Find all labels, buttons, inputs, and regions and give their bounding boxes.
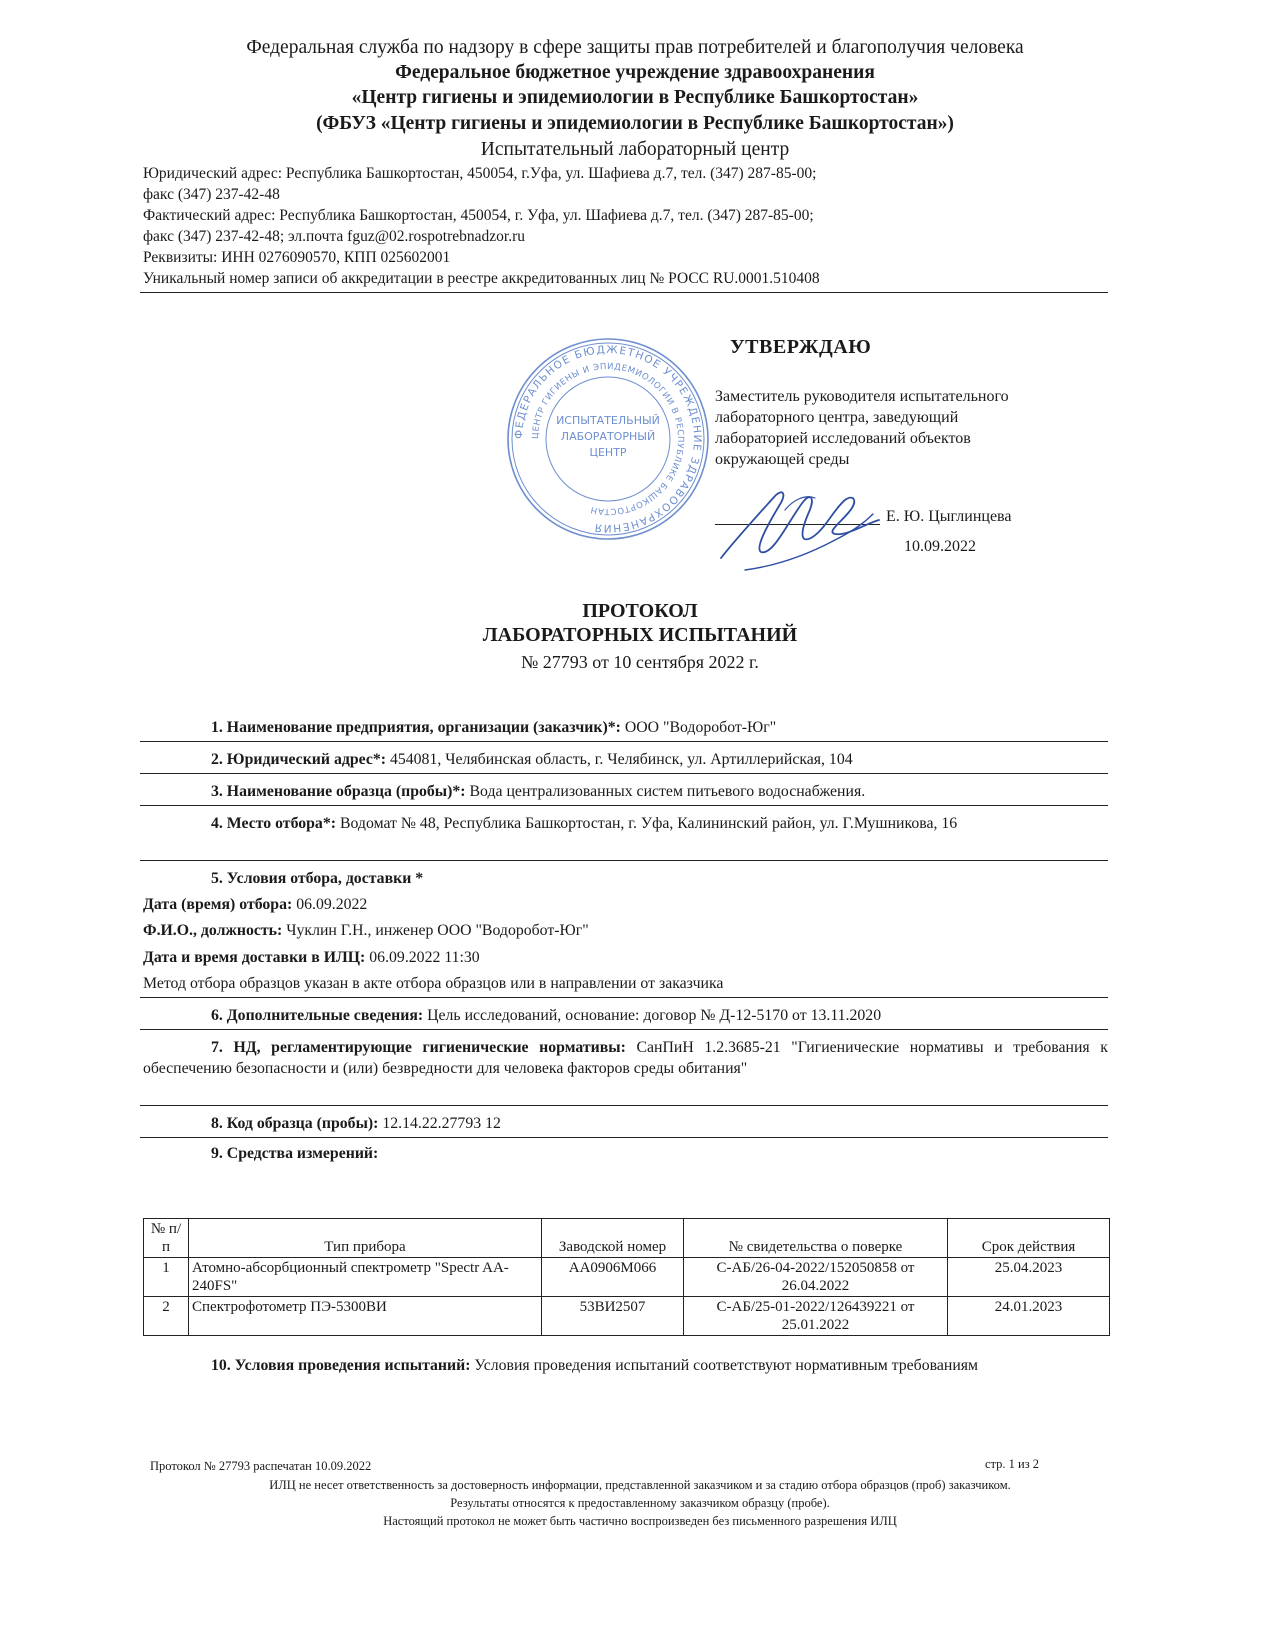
- approver-position-line: Заместитель руководителя испытательного: [715, 388, 1009, 405]
- section-label: 6. Дополнительные сведения:: [211, 1007, 424, 1024]
- protocol-number: № 27793 от 10 сентября 2022 г.: [521, 652, 759, 672]
- actual-address: Фактический адрес: Республика Башкортостан, 450054, г. Уфа, ул. Шафиева д.7, тел. (347) 287-85-00;: [143, 207, 814, 224]
- sampling-date-label: Дата (время) отбора:: [143, 896, 293, 913]
- cell-number: 1: [144, 1258, 189, 1297]
- cell-type: Атомно-абсорбционный спектрометр "Spectr AA-240FS": [189, 1258, 542, 1297]
- column-header-validity: Срок действия: [948, 1219, 1110, 1258]
- cell-certificate: С-АБ/25-01-2022/126439221 от 25.01.2022: [684, 1297, 948, 1336]
- section-divider: [140, 805, 1108, 806]
- section-divider: [140, 860, 1108, 861]
- section-sample-name: [143, 781, 1108, 802]
- sampling-date-value: 06.09.2022: [292, 896, 368, 913]
- section-label: 4. Место отбора*:: [211, 815, 336, 832]
- table-row: [144, 1258, 1110, 1297]
- footer-reproduction-note: Настоящий протокол не может быть частично воспроизведен без письменного разрешения ИЛЦ: [383, 1514, 897, 1528]
- footer-printed: Протокол № 27793 распечатан 10.09.2022: [150, 1459, 372, 1473]
- cell-certificate: С-АБ/26-04-2022/152050858 от 26.04.2022: [684, 1258, 948, 1297]
- section-divider: [140, 741, 1108, 742]
- column-header-certificate: № свидетельства о поверке: [684, 1219, 948, 1258]
- section-test-conditions: [143, 1355, 1108, 1376]
- institution-short-name: (ФБУЗ «Центр гигиены и эпидемиологии в Республике Башкортостан»): [316, 113, 954, 134]
- section-sample-code: [143, 1113, 1108, 1134]
- lab-center-name: Испытательный лабораторный центр: [480, 139, 790, 160]
- lab-stamp: [505, 336, 711, 542]
- table-header-row: [144, 1219, 1110, 1258]
- section-divider: [140, 1137, 1108, 1138]
- section-sampling-conditions: [143, 868, 1108, 889]
- section-normative-docs: [143, 1037, 1108, 1079]
- stamp-center-line-3: ЦЕНТР: [589, 446, 627, 459]
- delivery-row: [143, 947, 1108, 968]
- accreditation-number: Уникальный номер записи об аккредитации в реестре аккредитованных лиц № РОСС RU.0001.510408: [143, 270, 820, 287]
- section-label: 8. Код образца (пробы):: [211, 1115, 379, 1132]
- approver-position-line: лабораторией исследований объектов: [715, 430, 971, 447]
- section-label: 2. Юридический адрес*:: [211, 751, 386, 768]
- column-header-number: № п/п: [144, 1219, 189, 1258]
- approver-position: [715, 386, 1085, 470]
- instruments-table: [143, 1218, 1110, 1336]
- stamp-center-line-2: ЛАБОРАТОРНЫЙ: [560, 430, 656, 443]
- section-legal-address: [143, 749, 1108, 770]
- column-header-serial: Заводской номер: [542, 1219, 684, 1258]
- approval-date: 10.09.2022: [904, 538, 976, 555]
- approver-name: Е. Ю. Цыглинцева: [886, 508, 1012, 525]
- approver-position-line: окружающей среды: [715, 451, 850, 468]
- section-divider: [140, 1105, 1108, 1106]
- section-divider: [140, 773, 1108, 774]
- section-value: Условия проведения испытаний соответствуют нормативным требованиям: [470, 1357, 979, 1374]
- section-additional-info: [143, 1005, 1108, 1026]
- approval-title: УТВЕРЖДАЮ: [730, 336, 872, 358]
- cell-type: Спектрофотометр ПЭ-5300ВИ: [189, 1297, 542, 1336]
- institution-name: «Центр гигиены и эпидемиологии в Республике Башкортостан»: [351, 87, 919, 108]
- section-value: Цель исследований, основание: договор № Д-12-5170 от 13.11.2020: [423, 1007, 882, 1024]
- agency-name: Федеральная служба по надзору в сфере защиты прав потребителей и благополучия человека: [246, 37, 1024, 58]
- section-label: 10. Условия проведения испытаний:: [211, 1357, 471, 1374]
- section-sampling-place: [143, 813, 1108, 834]
- approver-position-line: лабораторного центра, заведующий: [715, 409, 959, 426]
- protocol-subtitle: ЛАБОРАТОРНЫХ ИСПЫТАНИЙ: [482, 624, 798, 646]
- section-label: 3. Наименование образца (пробы)*:: [211, 783, 466, 800]
- cell-validity: 25.04.2023: [948, 1258, 1110, 1297]
- section-value: 454081, Челябинская область, г. Челябинск, ул. Артиллерийская, 104: [386, 751, 853, 768]
- actual-fax-email: факс (347) 237-42-48; эл.почта fguz@02.rospotrebnadzor.ru: [143, 228, 525, 245]
- stamp-center-line-1: ИСПЫТАТЕЛЬНЫЙ: [556, 414, 660, 427]
- cell-number: 2: [144, 1297, 189, 1336]
- header-divider: [140, 292, 1108, 293]
- column-header-type: Тип прибора: [189, 1219, 542, 1258]
- sampler-row: [143, 920, 1108, 941]
- section-value: Водомат № 48, Республика Башкортостан, г. Уфа, Калининский район, ул. Г.Мушникова, 16: [336, 815, 958, 832]
- sampler-label: Ф.И.О., должность:: [143, 922, 283, 939]
- section-label: 7. НД, регламентирующие гигиенические нормативы:: [211, 1039, 626, 1056]
- cell-serial: 53ВИ2507: [542, 1297, 684, 1336]
- delivery-label: Дата и время доставки в ИЛЦ:: [143, 949, 366, 966]
- delivery-value: 06.09.2022 11:30: [365, 949, 480, 966]
- stamp-inner-text: ЦЕНТР ГИГИЕНЫ И ЭПИДЕМИОЛОГИИ В РЕСПУБЛИКЕ БАШКОРТОСТАН: [530, 361, 686, 517]
- section-label: 1. Наименование предприятия, организации (заказчик)*:: [211, 719, 621, 736]
- section-divider: [140, 997, 1108, 998]
- institution-type: Федеральное бюджетное учреждение здравоохранения: [395, 62, 875, 83]
- section-value: ООО "Водоробот-Юг": [620, 719, 777, 736]
- section-instruments: [143, 1143, 1108, 1164]
- handwritten-signature: [715, 470, 890, 580]
- footer-results-note: Результаты относятся к предоставленному заказчиком образцу (пробе).: [450, 1496, 830, 1510]
- section-value: Вода централизованных систем питьевого водоснабжения.: [465, 783, 866, 800]
- footer-disclaimer: ИЛЦ не несет ответственность за достоверность информации, представленной заказчиком и за стадию отбора образцов (проб) заказчиком.: [269, 1478, 1011, 1492]
- sampler-value: Чуклин Г.Н., инженер ООО "Водоробот-Юг": [282, 922, 589, 939]
- stamp-outer-text: ФЕДЕРАЛЬНОЕ БЮДЖЕТНОЕ УЧРЕЖДЕНИЕ ЗДРАВООХРАНЕНИЯ: [512, 343, 704, 535]
- section-divider: [140, 1029, 1108, 1030]
- legal-fax: факс (347) 237-42-48: [143, 186, 280, 203]
- footer-page-number: стр. 1 из 2: [985, 1457, 1040, 1471]
- requisites: Реквизиты: ИНН 0276090570, КПП 025602001: [143, 249, 451, 266]
- section-label: 5. Условия отбора, доставки *: [211, 870, 424, 887]
- legal-address: Юридический адрес: Республика Башкортостан, 450054, г.Уфа, ул. Шафиева д.7, тел. (347) 287-85-00;: [143, 165, 817, 182]
- section-value: СанПиН 1.2.3685-21 "Гигиенические нормативы и требования к обеспечению безопасности и (или) безвредности для человека факторов среды обитания": [143, 1039, 1108, 1077]
- section-customer: [143, 717, 1108, 738]
- sampling-method: Метод отбора образцов указан в акте отбора образцов или в направлении от заказчика: [143, 975, 724, 992]
- section-value: 12.14.22.27793 12: [378, 1115, 501, 1132]
- protocol-title: ПРОТОКОЛ: [582, 600, 698, 622]
- cell-validity: 24.01.2023: [948, 1297, 1110, 1336]
- table-row: [144, 1297, 1110, 1336]
- section-label: 9. Средства измерений:: [211, 1145, 379, 1162]
- cell-serial: AA0906M066: [542, 1258, 684, 1297]
- sampling-date-row: [143, 894, 1108, 915]
